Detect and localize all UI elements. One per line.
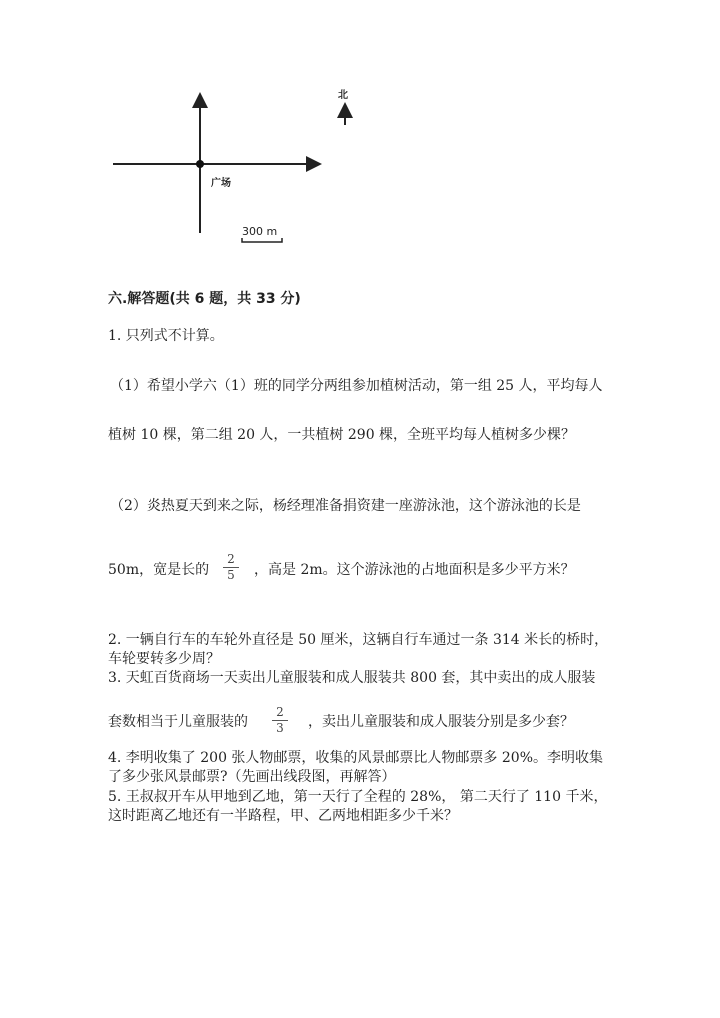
q2-line2: 车轮要转多少周？ [108, 651, 220, 667]
fraction-two-fifths [223, 553, 239, 582]
q1-part1-line1: （1）希望小学六（1）班的同学分两组参加植树活动，第一组 25 人，平均每人 [110, 378, 603, 394]
north-label: 北 [338, 90, 348, 101]
crossroads-map-icon [100, 80, 380, 260]
map-diagram [100, 80, 380, 260]
q5-line2: 这时距离乙地还有一半路程，甲、乙两地相距多少千米？ [108, 808, 458, 824]
q1-part1-line2: 植树 10 棵，第二组 20 人，一共植树 290 棵，全班平均每人植树多少棵？ [108, 427, 576, 443]
q4-line1: 4. 李明收集了 200 张人物邮票，收集的风景邮票比人物邮票多 20%。李明收集 [108, 750, 603, 766]
q2-line1: 2. 一辆自行车的车轮外直径是 50 厘米，这辆自行车通过一条 314 米长的桥时， [108, 632, 609, 648]
q1-title: 1. 只列式不计算。 [108, 328, 224, 344]
fraction-numerator: 2 [276, 705, 284, 719]
q3-line2-b: ，卖出儿童服装和成人服装分别是多少套？ [308, 714, 574, 730]
q5-line1: 5. 王叔叔开车从甲地到乙地，第一天行了全程的 28%， 第二天行了 110 千米， [108, 789, 608, 805]
fraction-denominator: 5 [227, 568, 235, 582]
q1-part2-line2-a: 50m，宽是长的 [108, 562, 210, 578]
section-heading: 六.解答题(共 6 题，共 33 分) [108, 291, 301, 307]
q4-line2: 了多少张风景邮票?（先画出线段图，再解答） [108, 769, 396, 785]
scale-label: 300 m [242, 225, 278, 238]
q1-part2-line2-b: ，高是 2m。这个游泳池的占地面积是多少平方米？ [254, 562, 575, 578]
fraction-numerator: 2 [227, 552, 235, 566]
q3-line2-a: 套数相当于儿童服装的 [108, 714, 248, 730]
q3-line1: 3. 天虹百货商场一天卖出儿童服装和成人服装共 800 套，其中卖出的成人服装 [108, 670, 596, 686]
plaza-label: 广场 [211, 178, 231, 189]
fraction-two-thirds [272, 706, 288, 735]
fraction-denominator: 3 [276, 721, 284, 735]
q1-part2-line1: （2）炎热夏天到来之际，杨经理准备捐资建一座游泳池，这个游泳池的长是 [110, 498, 581, 514]
